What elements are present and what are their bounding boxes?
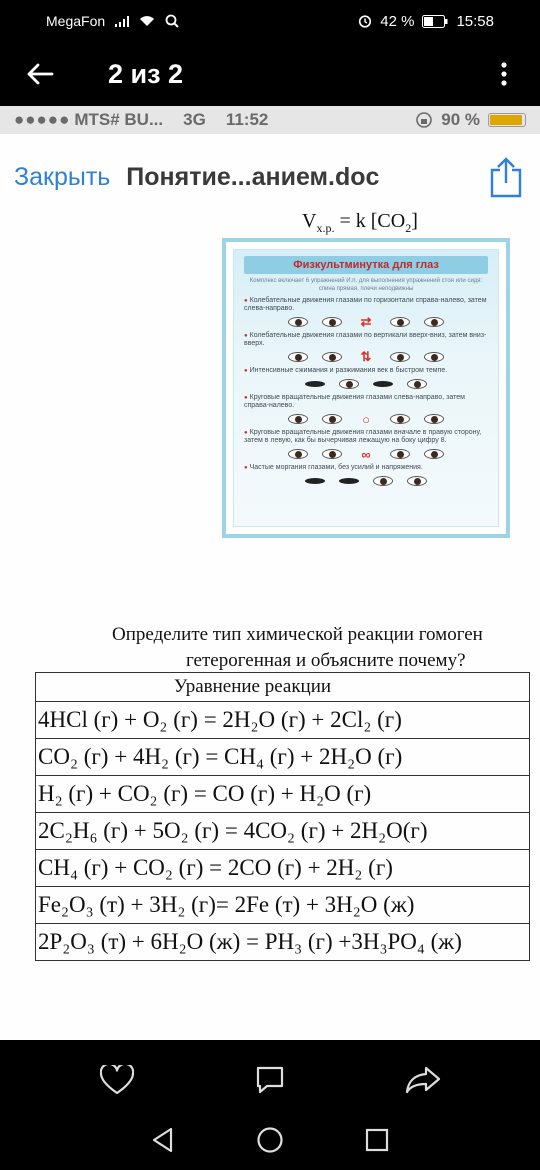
reaction-equation: CO₂ (г) + 4H₂ (г) = CH₄ (г) + 2H₂O (г) (36, 739, 530, 776)
eye-icon (322, 414, 342, 424)
comment-button[interactable] (240, 1050, 300, 1110)
more-options-button[interactable] (468, 42, 540, 106)
formula-v: V (302, 210, 317, 232)
ios-battery-icon (488, 113, 526, 127)
signal-icon (115, 15, 129, 27)
table-row (36, 739, 530, 776)
ios-time: 11:52 (225, 110, 269, 129)
system-nav-bar (0, 1110, 540, 1170)
reaction-equation: 2C₂H₆ (г) + 5O₂ (г) = 4CO₂ (г) + 2H₂O(г) (36, 813, 530, 850)
nav-back-button[interactable] (138, 1115, 188, 1165)
closed-eye-icon (305, 381, 325, 387)
closed-eye-icon (305, 478, 325, 484)
table-header-row (36, 673, 530, 702)
eye-icon (288, 449, 308, 459)
nav-home-button[interactable] (245, 1115, 295, 1165)
arrows-horizontal-icon: ⇄ (360, 314, 372, 329)
clock: 15:58 (456, 12, 494, 30)
ios-battery-percent: 90 % (441, 110, 480, 129)
poster-subtitle: Комплекс включает 6 упражнений И.п. для выполнения упражнений стоя или сидя: спина прямая, плечи неподвижны (249, 278, 483, 292)
exercise-text: ● Интенсивные сжимания и разжимания век в быстром темпе. (244, 367, 488, 375)
poster-exercise (244, 297, 488, 328)
eye-icon (424, 449, 444, 459)
triangle-back-icon (151, 1127, 175, 1153)
table-row (36, 702, 530, 739)
eye-row (244, 475, 488, 487)
comment-icon (255, 1065, 285, 1095)
image-counter: 2 из 2 (108, 58, 184, 89)
circle-motion-icon: ○ (362, 411, 370, 427)
photo-content[interactable] (0, 106, 540, 1040)
eye-icon (322, 449, 342, 459)
infinity-icon: ∞ (361, 446, 371, 462)
square-recent-icon (365, 1128, 389, 1152)
table-row (36, 887, 530, 924)
close-link: Закрыть (14, 162, 111, 191)
eye-icon (424, 317, 444, 327)
table-header: Уравнение реакции (36, 673, 530, 702)
exercise-text: ● Круговые вращательные движения глазами слева-направо, затем справа-налево. (244, 394, 488, 410)
like-button[interactable] (87, 1050, 147, 1110)
eye-icon (424, 352, 444, 362)
poster-title: Физкультминутка для глаз (244, 256, 488, 274)
battery-icon (422, 15, 448, 28)
eye-icon (288, 414, 308, 424)
chemistry-question (112, 622, 483, 674)
share-icon (488, 156, 524, 198)
table-row (36, 776, 530, 813)
back-button[interactable] (0, 42, 80, 106)
exercise-text: ● Колебательные движения глазами по горизонтали справа-налево, затем слева-направо. (244, 297, 488, 313)
exercise-text: ● Частые моргания глазами, без усилий и напряжения. (244, 464, 488, 472)
reaction-equation: 2P₂O₃ (т) + 6H₂O (ж) = PH₃ (г) +3H₃PO₄ (ж) (36, 924, 530, 961)
poster-exercise (244, 332, 488, 363)
table-row (36, 924, 530, 961)
eye-row (244, 351, 488, 363)
eye-icon (407, 476, 427, 486)
formula-sub: х.р. (316, 221, 335, 235)
forward-icon (405, 1066, 441, 1094)
ios-signal-dots: ●●●●● (14, 110, 71, 129)
eye-exercise-poster (222, 238, 510, 538)
arrows-vertical-icon: ⇅ (360, 349, 372, 364)
more-vertical-icon (501, 62, 507, 86)
poster-exercise (244, 464, 488, 487)
status-bar (0, 0, 540, 42)
reactions-table (35, 672, 530, 961)
eye-icon (288, 352, 308, 362)
table-row (36, 850, 530, 887)
poster-exercise (244, 367, 488, 390)
question-line-2: гетерогенная и объясните почему? (186, 650, 466, 671)
eye-icon (373, 476, 393, 486)
ios-carrier: MTS# BU... (74, 110, 164, 129)
reaction-equation: Fe₂O₃ (т) + 3H₂ (г)= 2Fe (т) + 3H₂O (ж) (36, 887, 530, 924)
eye-icon (322, 352, 342, 362)
forward-button[interactable] (393, 1050, 453, 1110)
back-arrow-icon (26, 63, 54, 85)
eye-icon (390, 317, 410, 327)
eye-icon (339, 379, 359, 389)
closed-eye-icon (373, 381, 393, 387)
eye-icon (390, 414, 410, 424)
photo-ios-nav-bar (0, 134, 540, 220)
share-icon-wrap (486, 155, 526, 199)
wifi-icon (139, 15, 155, 27)
exercise-text: ● Колебательные движения глазами по вертикали вверх-вниз, затем вниз-вверх. (244, 332, 488, 348)
poster-exercise (244, 394, 488, 425)
eye-row (244, 316, 488, 328)
document-title: Понятие...анием.doc (126, 162, 380, 191)
table-row (36, 813, 530, 850)
reaction-equation: CH₄ (г) + CO₂ (г) = 2CO (г) + 2H₂ (г) (36, 850, 530, 887)
heart-icon (100, 1065, 134, 1095)
closed-eye-icon (339, 478, 359, 484)
viewer-top-bar (0, 42, 540, 106)
eye-icon (424, 414, 444, 424)
eye-icon (322, 317, 342, 327)
eye-icon (390, 352, 410, 362)
carrier-label: MegaFon (46, 13, 106, 29)
photo-action-bar (0, 1040, 540, 1120)
rate-formula (302, 210, 418, 236)
eye-icon (288, 317, 308, 327)
exercise-text: ● Круговые вращательные движения глазами вначале в правую сторону, затем в левую, как бы вычерчивая лежащую на боку цифру 8. (244, 429, 488, 445)
eye-icon (407, 379, 427, 389)
ios-network: 3G (183, 110, 206, 129)
photo-ios-status-bar (0, 106, 540, 134)
eye-icon (390, 449, 410, 459)
battery-percent: 42 % (380, 12, 415, 30)
alarm-icon (358, 14, 372, 28)
search-icon (165, 14, 179, 28)
formula-middle: = k [CO (334, 210, 406, 232)
question-line-1: Определите тип химической реакции гомоген (112, 624, 483, 645)
poster-exercise (244, 429, 488, 460)
formula-sub2: 2 (405, 221, 412, 235)
eye-row (244, 448, 488, 460)
reaction-equation: H₂ (г) + CO₂ (г) = CO (г) + H₂O (г) (36, 776, 530, 813)
reaction-equation: 4HCl (г) + O₂ (г) = 2H₂O (г) + 2Cl₂ (г) (36, 702, 530, 739)
nav-recent-button[interactable] (352, 1115, 402, 1165)
eye-row (244, 378, 488, 390)
ios-lock-icon (415, 111, 433, 129)
formula-right: ] (411, 210, 418, 232)
circle-home-icon (256, 1126, 284, 1154)
eye-row (244, 413, 488, 425)
